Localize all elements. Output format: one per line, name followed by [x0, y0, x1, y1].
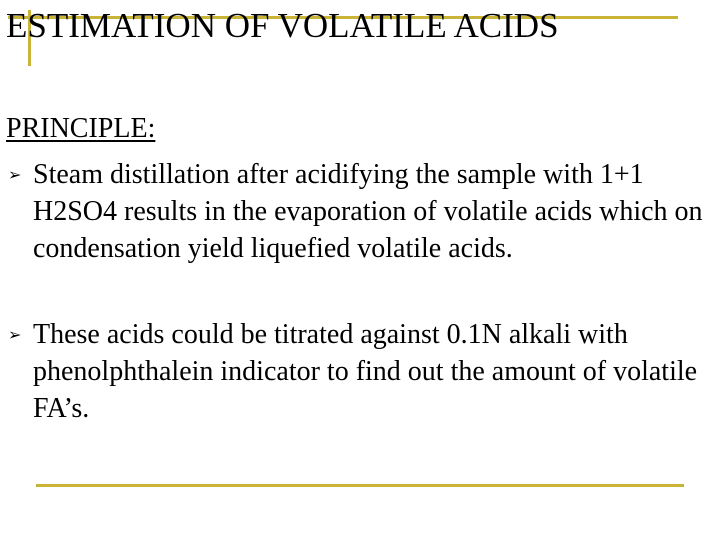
- arrow-bullet-icon: ➢: [8, 165, 22, 184]
- bullet-item: [0, 316, 720, 427]
- bullet-text: These acids could be titrated against 0.1N alkali with phenolphthalein indicator to find out the amount of volatile FA’s.: [33, 319, 698, 424]
- arrow-bullet-icon: ➢: [8, 325, 22, 344]
- bullet-text: Steam distillation after acidifying the sample with 1+1 H2SO4 results in the evaporation of volatile acids which on condensation yield liquefied volatile acids.: [33, 159, 703, 264]
- bottom-divider-rule: [36, 484, 684, 487]
- section-heading: PRINCIPLE:: [6, 113, 156, 144]
- slide-title: ESTIMATION OF VOLATILE ACIDS: [6, 6, 559, 45]
- bullet-item: [0, 156, 720, 267]
- bullet-list: [0, 156, 720, 427]
